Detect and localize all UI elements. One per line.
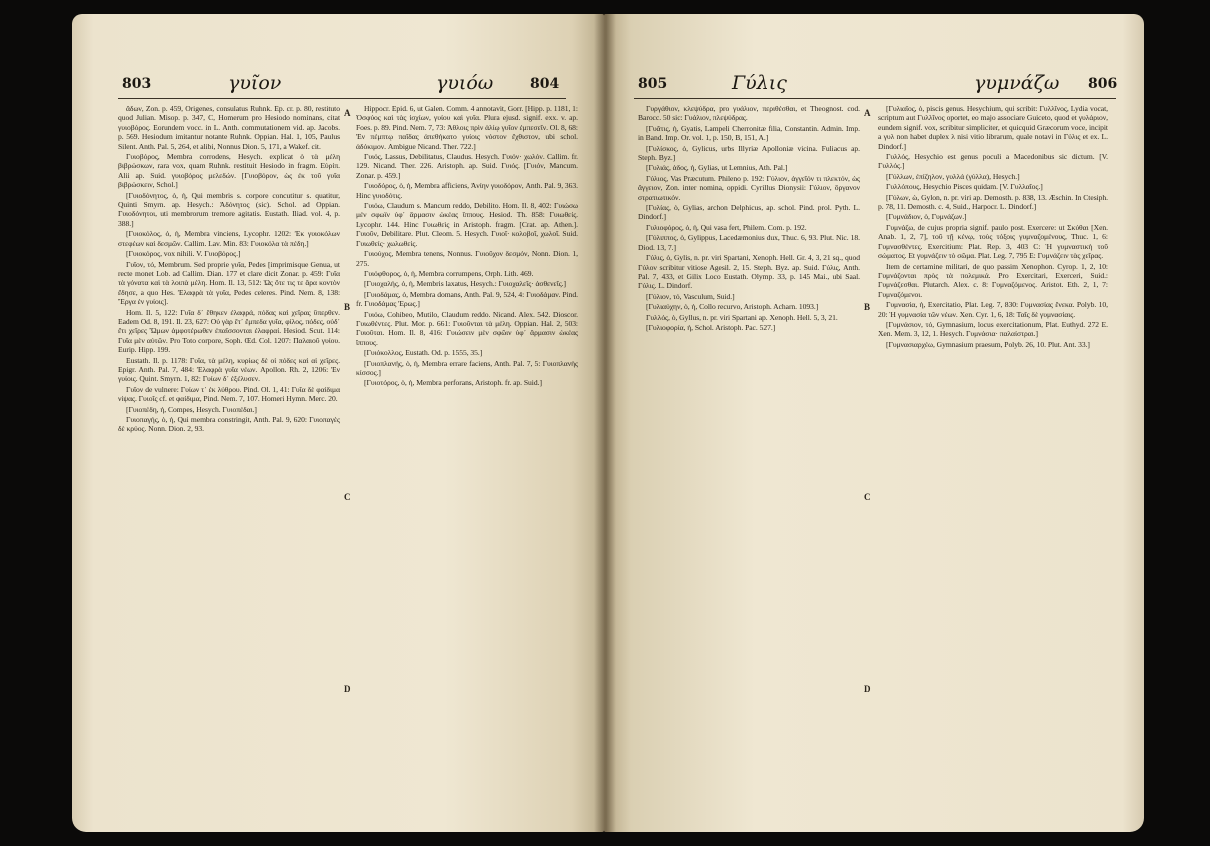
paragraph: Γυῖον, τό, Membrum. Sed proprie γυῖα, Pedes [imprimisque Genua, ut recte monet Lob. ad Callim. Dian. 177 et clare dicit Zonar. p. 459: Γυῖα τὰ γόνατα καὶ τὰ λοιπὰ μέλη. Hom. Il. 13, 512: Ὡς ὅτε τις τε ἄρα κοντὸν ἔδησε, a quo Hes. Ἐλαφρὰ τὰ γυῖα, Pedes celeres. Pind. Nem. 8, 138: Ἔργα ἐν γυίοις]. [118, 259, 340, 307]
paragraph: Γυιοβόρος, Membra corrodens, Hesych. explicat ὁ τὰ μέλη βιβρώσκων, rara vox, quam Ruhnk. restituit Hesiodo in fragm. Εὐρίπ. Alii ap. Suid. γυιοβόρος μελεδών. [Γυιοβόρον, ὡς ἐκ τοῦ γυῖα βιβρώσκειν, Schol.] [118, 152, 340, 190]
paragraph: ἄδων, Zon. p. 459, Origenes, consulatus Ruhnk. Ep. cr. p. 80, restituto quod Julian. Misop. p. 347, C, Homerum pro Hesiodo nominans, citat γυιοβόρος. Eorundem vocc. in L. Anth. commutationem vid. ap. Jacobs. p. 569. Hesiodum imitantur notante Ruhnk. Oppian. Hal. 1, 105, Paulus Silent. Anth. Pal. 5, 264, et alibi, Nonnus Dion. 5, 171, a Wakef. cit. [118, 104, 340, 151]
header-rule [118, 98, 566, 99]
left-page-header [72, 72, 604, 98]
paragraph: [Γυλιαύχην, ὁ, ἡ, Collo recurvo, Aristoph. Acharn. 1093.] [646, 302, 819, 312]
paragraph: Γυιοδόρος, ὁ, ἡ, Membra afficiens, Ἀνίην γυιοδόρον, Anth. Pal. 9, 363. Hinc γυιοδότις. [356, 181, 578, 200]
paragraph: [Γυλιάς, ἀδος, ἡ, Gylias, ut Lemnius, Ath. Pal.] [646, 163, 788, 173]
paragraph: [Γυλίσκος, ὁ, Gylicus, urbs Illyriæ Apolloniæ vicina. Fuliacus ap. Steph. Byz.] [638, 143, 860, 163]
paragraph: [Γύλλων, ἐπίζηλον, γυλλά (γύλλα), Hesych.] [886, 171, 1020, 181]
paragraph: [Γυᾶτις, ἡ, Gyatis, Lampeli Cherronitæ filia, Constantin. Admin. Imp. in Band. Imp. Or. vol. 1, p. 150, B, 151, A.] [638, 123, 860, 143]
paragraph: [Γυιοκόλος, ὁ, ἡ, Membra vinciens, Lycophr. 1202: Ἐκ γυιοκόλων στεφέων καὶ δεσμῶν. Callim. Lav. Min. 83: Γυιοκόλα τὰ πέδη.] [118, 229, 340, 248]
margin-letter: B [344, 302, 351, 312]
paragraph: Γυιοπαγής, ὁ, ἡ, Qui membra constringit, Anth. Pal. 9, 620: Γυιοπαγὲς δὲ κρύος. Nonn. Dion. 2, 93. [118, 415, 340, 434]
paragraph: [Γυλίας, ὁ, Gylias, archon Delphicus, ap. schol. Pind. prol. Pyth. L. Dindorf.] [638, 203, 860, 222]
paragraph: Γυργάθιον, κλεψύδρα, pro γυάλιον, περιθέσθαι, et Theognost. cod. Barocc. 50 sic: Γυάλιον, πλεψύδρας. [638, 104, 860, 123]
paragraph: [Γυμνάσιον, τό, Gymnasium, locus exercitationum, Plat. Euthyd. 272 E. Xen. Mem. 3, 12, 1. Hesych. Γυμνάσια· παλαίστραι.] [878, 319, 1108, 339]
paragraph: [Γυιοχαλής, ὁ, ἡ, Membris laxatus, Hesych.: Γυιοχαλεῖς· ἀσθενεῖς.] [364, 279, 566, 289]
paragraph: [Γυλιαῖος, ὁ, piscis genus. Hesychium, qui scribit: Γυλλῖνος, Lydia vocat, scriptum aut Γυλλῖνος oportet, eo majo associare Guiceto, quod et γυλάριον, eundem signif. vox, scribitur simpliciter, et quicquid Græcorum voce, incipit a γυλ non habet duplex λ nisi vitio librarum, quale notavi in Γύλις et ex. L. Dindorf.] [878, 104, 1108, 151]
paragraph: Γυιός, Lassus, Debilitatus, Claudus. Hesych. Γυιόν· χωλόν. Callim. fr. 129. Nicand. Ther. 226. Aristoph. ap. Suid. Γυιός. [Γυιόν, Mancum. Zonar. p. 459.] [356, 152, 578, 180]
book-gutter [594, 14, 616, 832]
running-headword: Γύλις [732, 72, 787, 94]
running-headword: γυμνάζω [974, 72, 1060, 94]
paragraph: Eustath. Il. p. 1178: Γυῖα, τὰ μέλη, κυρίως δὲ οἱ πόδες καὶ αἱ χεῖρες. Epigr. Anth. Pal. 7, 484: Ἐλαφρὰ γυῖα νέων. Apollon. Rh. 2, 1206: Ἐν γυίοις. Quint. Smyrn. 1, 82: Γυίων δ᾽ ἐξέλυσεν. [118, 355, 340, 384]
paragraph: Γύλις, ὁ, Gylis, n. pr. viri Spartani, Xenoph. Hell. Gr. 4, 3, 21 sq., quod Γύλον scribitur vitiose Agesil. 2, 15. Steph. Byz. ap. Suid. Γύλις, Anth. Pal. 7, 433, et Gilix Loco Eustath. Olymp. 33, p. 145 Mai., ubi Saal. Γύλις. L. Dindorf. [638, 253, 860, 291]
paragraph: [Γύλιππος, ὁ, Gylippus, Lacedæmonius dux, Thuc. 6, 93. Plut. Nic. 18. Diod. 13, 7.] [638, 233, 860, 252]
paragraph: [Γυιόκολλος, Eustath. Od. p. 1555, 35.] [364, 348, 483, 358]
margin-letter: A [344, 108, 351, 118]
paragraph: Γυμνασία, ἡ, Exercitatio, Plat. Leg. 7, 830: Γυμνασίας ἕνεκα. Polyb. 10, 20: Ἡ γυμνασία τῶν νέων. Xen. Cyr. 1, 6, 18: Ταῖς δὲ γυμνασίαις. [878, 300, 1108, 319]
page-number: 805 [638, 76, 668, 92]
paragraph: Hom. Il. 5, 122: Γυῖα δ᾽ ἔθηκεν ἐλαφρά, πόδας καὶ χεῖρας ὕπερθεν. Eadem Od. 8, 191. Il. 23, 627: Οὐ γὰρ ἔτ᾽ ἔμπεδα γυῖα, φίλος, πόδες, οὐδ᾽ ἔτι χεῖρες Ὤμων ἀμφοτέρωθεν ἐπαΐσσονται ἐλαφραί. Hesiod. Scut. 114: Γυῖα μὲν αὐτῶν. Pro Toto corpore, Soph. Œd. Col. 1207: Παλαιοῦ γυίου. Eurip. Hipp. 199. [118, 307, 340, 355]
paragraph: [Γυμνάδιον, ὁ, Γυμνάζων.] [886, 212, 967, 222]
margin-letter: A [864, 108, 871, 118]
paragraph: Γυῖον de vulnere: Γυίων τ᾽ ἐκ λύθρου. Pind. Ol. 1, 41: Γυῖα δὲ φαίδιμα νίψας. Γυιοῖς cf. et φαίδιμα, Pind. Nem. 7, 107. Homeri Hymn. Merc. 20. [118, 384, 340, 404]
paragraph: Γυιόω, Claudum s. Mancum reddo, Debilito. Hom. Il. 8, 402: Γυιώσω μέν σφωϊν ὑφ᾽ ἅρμασιν ὠκέας ἵππους. Hesiod. Th. 858: Γυιωθείς. Lycophr. 144. Hinc Γυιωθεὶς in Aristoph. fragm. [Crat. ap. Athen.]. Γυιοῦν, Debilitare. Plut. Cleom. 5. Hesych. Γυιοῖ· κολοβοῖ, χωλοῖ. Suid. Γυιωθείς· χωλωθείς. [356, 201, 578, 248]
paragraph: Hippocr. Epid. 6, ut Galen. Comm. 4 annotavit, Gorr. [Hipp. p. 1181, 1: Ὀσφύος καὶ τὰς ἰσχίων, γυίου καὶ γυῖα. Plura ejusd. signif. exx. v. ap. Foes. p. 89. Pind. Nem. 7, 73: Ἀθλοις πρὶν ἁλίῳ γυῖον ἐμπεσεῖν. Ol. 8, 68: Ἐν πέμπτῳ παῖδας ἀπεθήκατο γυίοις νόστον ἔχθιστον, ubi schol. ἀδόκιμον. Ambigue Nicand. Ther. 722.] [356, 104, 578, 151]
paragraph: Γυμνάζω, de cujus propria signif. paulo post. Exercere: ut Σκύθαι [Xen. Anab. 1, 2, 7], τοῦ τῇ κένῳ, τοὺς τόξοις γυμναζομένους, Thuc. 1, 6: Γυμνασθέντες. Exercitium: Plat. Rep. 3, 403 C: Ἡ γυμναστικὴ τοῦ σώματος. Et γυμνάζειν τὸ σῶμα. Plat. Leg. 7, 795 E: Γυμνάζειν τὰς χεῖρας. [878, 222, 1108, 261]
text-column-1 [118, 104, 340, 820]
paragraph: Γυλλός, ὁ, Gyllus, n. pr. viri Spartani ap. Xenoph. Hell. 5, 3, 21. [646, 312, 838, 322]
paragraph: [Γυιοπέδη, ἡ, Compes, Hesych. Γυιοπέδαι.] [126, 404, 257, 414]
paragraph: Γυλλόπους, Hesychio Pisces quidam. [V. Γυλλαῖος.] [886, 182, 1043, 192]
paragraph: Γυιόφθορος, ὁ, ἡ, Membra corrumpens, Orph. Lith. 469. [364, 268, 534, 278]
margin-letter: C [864, 492, 871, 502]
page-number: 804 [530, 76, 560, 92]
text-column-2 [356, 104, 578, 820]
paragraph: Item de certamine militari, de quo passim Xenophon. Cyrop. 1, 2, 10: Γυμνάζονται πρὸς τὰ πολεμικά. Pro Exercitari, Exerceri, Suid.: Γυμνάζεσθαι. Plutarch. Alex. c. 8: Γυμναζόμενος. Aristot. Eth. 2, 1, 7: Γυμναζόμενοι. [878, 261, 1108, 299]
page-number: 806 [1088, 76, 1118, 92]
paragraph: [Γυμνασιαρχέω, Gymnasium praesum, Polyb. 26, 10. Plut. Ant. 33.] [886, 339, 1090, 349]
margin-letter: C [344, 492, 351, 502]
paragraph: Γυλλός, Hesychio est genus poculi a Macedonibus sic dictum. [V. Γυλλός.] [878, 152, 1108, 171]
paragraph: [Γύλιον, τό, Vasculum, Suid.] [646, 291, 735, 301]
margin-letter: B [864, 302, 871, 312]
right-page [604, 14, 1144, 832]
left-page [72, 14, 604, 832]
paragraph: Γύλιος, Vas Præcutum. Phileno p. 192: Γύλιον, ἀγγεῖόν τι πλεκτόν, ὡς ἄγγειον, Zon. inter nomina, oppidi. Cyrillus Dionysii: Γύλιον, ὅργανον στρατιωτικόν. [638, 173, 860, 202]
page-number: 803 [122, 76, 152, 92]
text-column-3 [638, 104, 860, 820]
open-book [72, 14, 1144, 832]
running-headword: γυῖον [228, 72, 282, 94]
right-page-header [604, 72, 1144, 98]
paragraph: [Γυιοκόρος, vox nihili. V. Γυιοβόρος.] [126, 249, 241, 259]
running-headword: γυιόω [436, 72, 494, 94]
text-column-4 [878, 104, 1108, 820]
paragraph: [Γυιοτόρος, ὁ, ἡ, Membra perforans, Aristoph. fr. ap. Suid.] [364, 378, 542, 388]
paragraph: [Γυλιοφορία, ἡ, Schol. Aristoph. Pac. 527.] [646, 322, 776, 332]
paragraph: Γυιόω, Cohibeo, Mutilo, Claudum reddo. Nicand. Alex. 542. Dioscor. Γυιωθέντες. Plut. Mor. p. 661: Γυιοῦνται τὰ μέλη. Oppian. Hal. 2, 503: Γυιοῦται. Hom. Il. 8, 416: Γυιώσειν μὲν σφῶιν ὑφ᾽ ἅρμασιν ὠκέας ἵππους. [356, 309, 578, 347]
paragraph: [Γύλων, ὡ, Gylon, n. pr. viri ap. Demosth. p. 838, 13. Æschin. In Ctesiph. p. 78, 11. Demosth. c. 4, Suid., Harpocr. L. Dindorf.] [878, 192, 1108, 212]
margin-letter: D [344, 684, 351, 694]
paragraph: Γυιούχος, Membra tenens, Nonnus. Γυιοῦχον δεσμόν, Nonn. Dion. 1, 275. [356, 249, 578, 268]
paragraph: [Γυιοπλανής, ὁ, ἡ, Membra errare faciens, Anth. Pal. 7, 5: Γυιοπλανὴς κίσσος.] [356, 358, 578, 377]
margin-letter: D [864, 684, 871, 694]
paragraph: [Γυιοδάμας, ὁ, Membra domans, Anth. Pal. 9, 524, 4: Γυιοδάμαν. Pind. fr. Γυιοδάμας Ἐρως.] [356, 289, 578, 309]
paragraph: Γυλιοφόρος, ὁ, ἡ, Qui vasa fert, Philem. Com. p. 192. [646, 222, 807, 232]
paragraph: [Γυιοδόνητος, ὁ, ἡ, Qui membris s. corpore concutitur s. quatitur, Quinti Smyrn. ap. Hesych.: Ἀδόνητος (sic). Schol. ad Oppian. Γυιοδόνητοι, uti membrorum tremore agitatis. Eustath. Iliad. vol. 4, p. 388.] [118, 190, 340, 228]
header-rule [634, 98, 1116, 99]
